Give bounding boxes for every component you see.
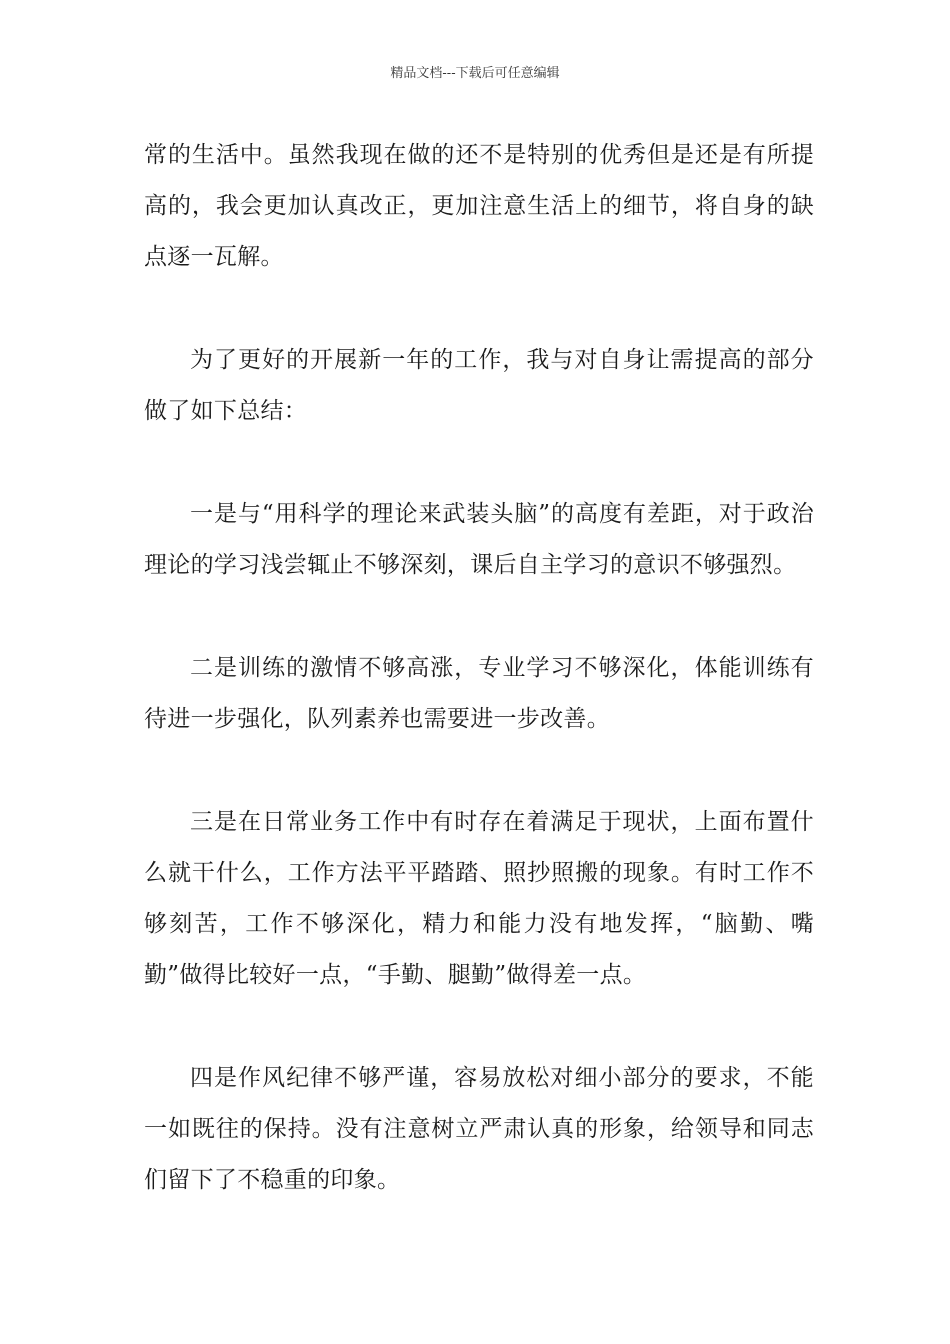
paragraph-point-four: 四是作风纪律不够严谨，容易放松对细小部分的要求，不能一如既往的保持。没有注意树立严肃认真的形象，给领导和同志们留下了不稳重的印象。 xyxy=(144,1065,814,1193)
paragraph-continuation: 常的生活中。虽然我现在做的还不是特别的优秀但是还是有所提高的，我会更加认真改正，更加注意生活上的细节，将自身的缺点逐一瓦解。 xyxy=(144,142,814,270)
page-header: 精品文档---下载后可任意编辑 xyxy=(390,66,560,81)
paragraph-point-three: 三是在日常业务工作中有时存在着满足于现状，上面布置什么就干什么，工作方法平平踏踏、照抄照搬的现象。有时工作不够刻苦，工作不够深化，精力和能力没有地发挥，“脑勤、嘴勤”做得比较好一点，“手勤、腿勤”做得差一点。 xyxy=(144,809,814,988)
paragraph-point-one: 一是与“用科学的理论来武装头脑”的高度有差距，对于政治理论的学习浅尝辄止不够深刻，课后自主学习的意识不够强烈。 xyxy=(144,501,814,578)
paragraph-point-two: 二是训练的激情不够高涨，专业学习不够深化，体能训练有待进一步强化，队列素养也需要进一步改善。 xyxy=(144,655,814,732)
document-body xyxy=(144,130,814,1258)
paragraph-summary-intro: 为了更好的开展新一年的工作，我与对自身让需提高的部分做了如下总结： xyxy=(144,347,814,424)
